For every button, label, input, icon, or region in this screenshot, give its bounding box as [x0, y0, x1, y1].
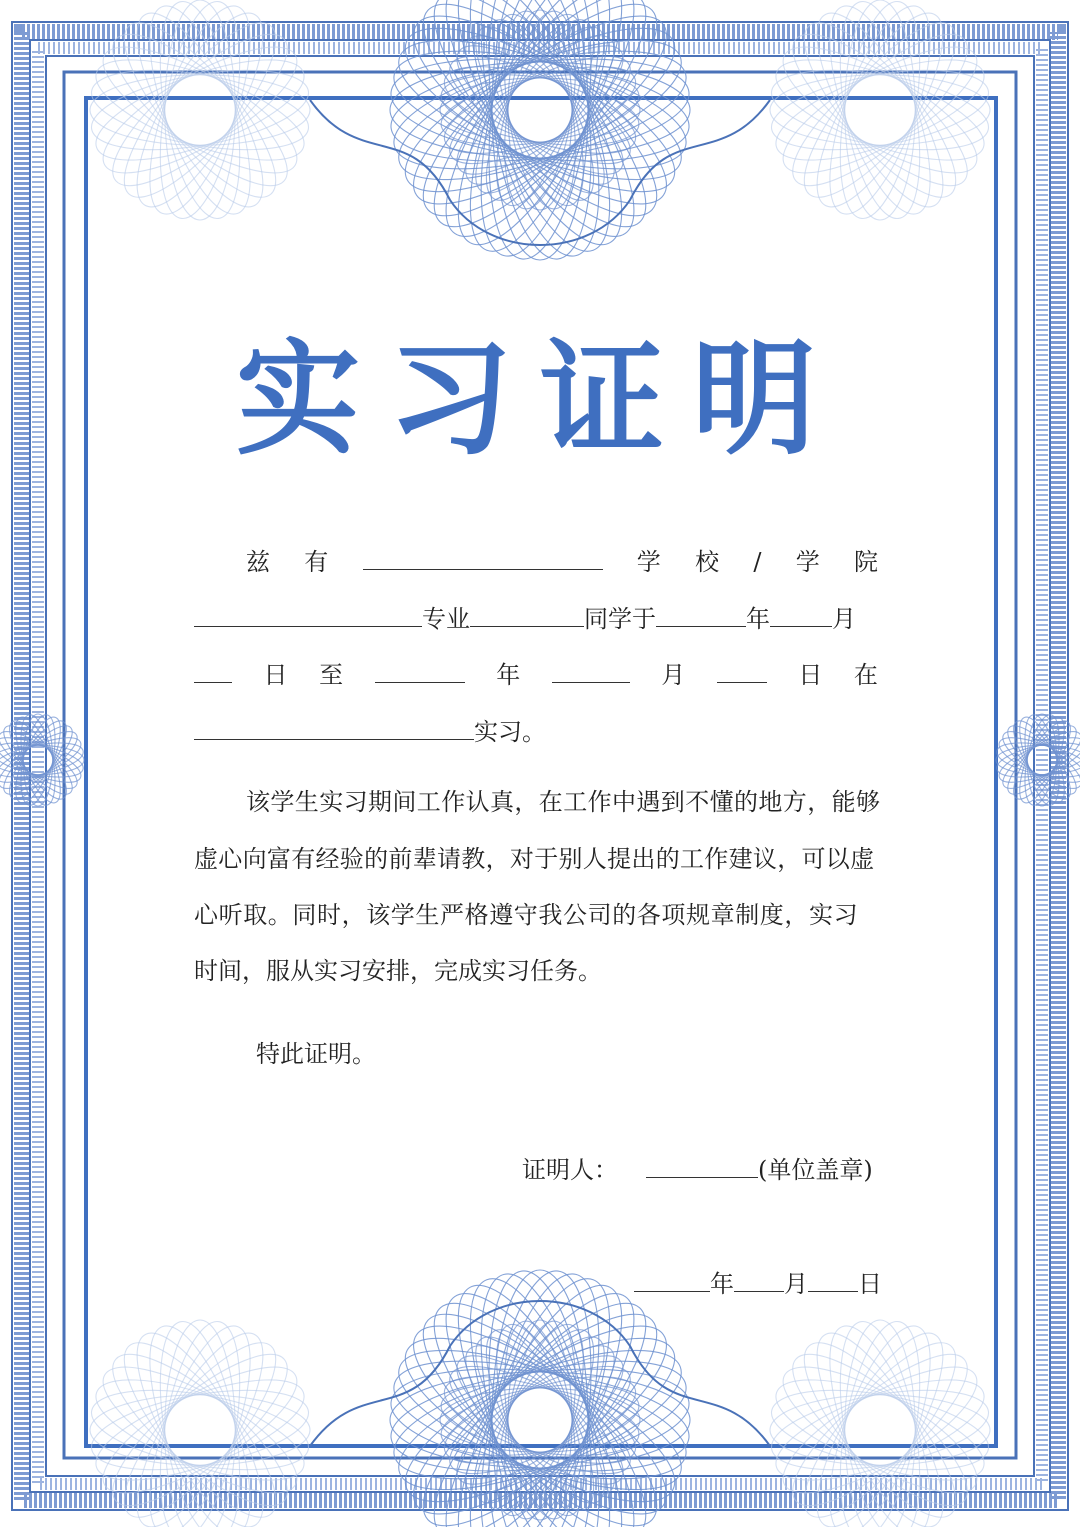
- start-day-blank: [194, 658, 232, 683]
- body-line-2: 虚心向富有经验的前辈请教，对于别人提出的工作建议，可以虚: [194, 845, 875, 873]
- intro-line-3: [194, 655, 878, 695]
- body-line-4: 时间，服从实习安排，完成实习任务。: [194, 957, 602, 985]
- signer-line: [522, 1150, 873, 1190]
- text-yuan: 院: [853, 548, 878, 576]
- text-you: 有: [304, 548, 329, 576]
- intro-line-2: [194, 599, 856, 639]
- sign-day-label: 日: [858, 1270, 882, 1298]
- certificate-title: 实习证明: [235, 328, 844, 472]
- intro-line-4: [194, 712, 546, 752]
- text-xiao: 校: [695, 548, 720, 576]
- closing-text: 特此证明。: [256, 1040, 376, 1068]
- sign-month-label: 月: [784, 1270, 808, 1298]
- sign-day-blank: [808, 1267, 858, 1292]
- text-major: 专业: [422, 605, 470, 633]
- start-month-blank: [770, 602, 832, 627]
- sign-month-blank: [734, 1267, 784, 1292]
- signer-label: 证明人：: [522, 1156, 618, 1184]
- sign-year-blank: [634, 1267, 710, 1292]
- text-day-2: 日: [798, 661, 823, 689]
- text-day: 日: [263, 661, 288, 689]
- text-year-2: 年: [496, 661, 521, 689]
- text-xue: 学: [636, 548, 661, 576]
- signer-blank: [646, 1153, 758, 1178]
- text-zi: 兹: [246, 548, 270, 576]
- school-name-blank: [363, 545, 603, 570]
- sign-date-line: [634, 1264, 882, 1304]
- text-xue2: 学: [795, 548, 820, 576]
- company-name-blank: [194, 715, 474, 740]
- end-year-blank: [375, 658, 465, 683]
- seal-note: (单位盖章): [758, 1156, 873, 1184]
- text-internship: 实习。: [474, 718, 546, 746]
- intro-line-1: [246, 542, 878, 582]
- end-day-blank: [717, 658, 767, 683]
- major-blank: [194, 602, 422, 627]
- student-name-blank: [470, 602, 584, 627]
- body-line-3: 心听取。同时，该学生严格遵守我公司的各项规章制度，实习: [194, 901, 859, 929]
- text-month-2: 月: [661, 661, 686, 689]
- text-to: 至: [319, 661, 344, 689]
- text-year: 年: [746, 605, 770, 633]
- text-month: 月: [832, 605, 856, 633]
- end-month-blank: [552, 658, 630, 683]
- text-at: 在: [853, 661, 878, 689]
- body-line-1: 该学生实习期间工作认真，在工作中遇到不懂的地方，能够: [246, 788, 881, 816]
- start-year-blank: [656, 602, 746, 627]
- sign-year-label: 年: [710, 1270, 734, 1298]
- text-student-on: 同学于: [584, 605, 656, 633]
- text-slash: /: [753, 548, 762, 576]
